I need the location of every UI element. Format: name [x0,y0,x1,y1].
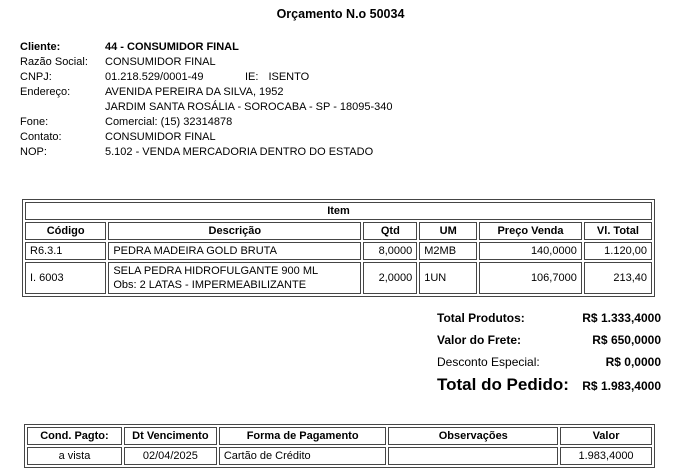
client-info-block [20,40,393,160]
valor-frete-row [437,334,661,347]
payment-table-header-row [27,427,652,445]
ie-value: ISENTO [268,71,310,83]
client-row-razao-social [20,55,393,70]
item-descricao: SELA PEDRA HIDROFULGANTE 900 ML Obs: 2 LATAS - IMPERMEABILIZANTE [108,262,361,294]
header-um: UM [419,222,477,240]
valor-frete-value: R$ 650,0000 [592,333,661,347]
client-row-nop [20,145,393,160]
endereco-line1: AVENIDA PEREIRA DA SILVA, 1952 [105,86,284,98]
payment-observacoes [388,447,558,465]
desconto-especial-row [437,356,661,369]
header-codigo: Código [25,222,106,240]
total-produtos-label: Total Produtos: [437,311,525,325]
header-preco-venda: Preço Venda [479,222,582,240]
total-produtos-row [437,312,661,325]
item-um: 1UN [419,262,477,294]
fone-label: Fone: [20,116,49,128]
total-pedido-row [437,375,661,394]
item-descricao: PEDRA MADEIRA GOLD BRUTA [108,242,361,260]
ie-label: IE: [245,71,259,83]
item-table-section-title: Item [25,202,652,220]
totals-block [437,312,661,393]
item-table [22,199,655,297]
item-qtd: 8,0000 [363,242,417,260]
client-row-endereco [20,85,393,100]
item-table-section-row [25,202,652,220]
item-obs: Obs: 2 LATAS - IMPERMEABILIZANTE [113,279,307,291]
header-qtd: Qtd [363,222,417,240]
desconto-especial-label: Desconto Especial: [437,355,540,369]
cnpj-value: 01.218.529/0001-49 [105,71,204,83]
header-descricao: Descrição [108,222,361,240]
client-row-cliente [20,40,393,55]
header-observacoes: Observações [388,427,558,445]
payment-valor: 1.983,4000 [560,447,652,465]
cnpj-label: CNPJ: [20,71,52,83]
header-forma-pagamento: Forma de Pagamento [219,427,387,445]
client-row-cnpj [20,70,393,85]
endereco-label: Endereço: [20,86,71,98]
client-row-fone [20,115,393,130]
desconto-especial-value: R$ 0,0000 [605,355,661,369]
item-preco-venda: 106,7000 [479,262,582,294]
valor-frete-label: Valor do Frete: [437,333,522,347]
table-row [27,447,652,465]
contato-label: Contato: [20,131,62,143]
cliente-value: 44 - CONSUMIDOR FINAL [105,41,239,53]
razao-social-label: Razão Social: [20,56,88,68]
header-dt-vencimento: Dt Vencimento [124,427,217,445]
item-vl-total: 1.120,00 [584,242,652,260]
payment-cond-pagto: a vista [27,447,122,465]
endereco-label-spacer [20,100,105,115]
nop-label: NOP: [20,146,47,158]
cliente-label: Cliente: [20,41,61,53]
total-pedido-label: Total do Pedido: [437,375,569,394]
nop-value: 5.102 - VENDA MERCADORIA DENTRO DO ESTADO [105,146,374,158]
page-title: Orçamento N.o 50034 [276,7,405,21]
payment-forma-pagamento: Cartão de Crédito [219,447,387,465]
item-preco-venda: 140,0000 [479,242,582,260]
item-table-header-row [25,222,652,240]
table-row [25,262,652,294]
fone-value: Comercial: (15) 32314878 [105,116,233,128]
item-codigo: R6.3.1 [25,242,106,260]
endereco-line2: JARDIM SANTA ROSÁLIA - SOROCABA - SP - 18095-340 [105,101,393,113]
item-codigo: I. 6003 [25,262,106,294]
header-valor: Valor [560,427,652,445]
item-qtd: 2,0000 [363,262,417,294]
item-vl-total: 213,40 [584,262,652,294]
razao-social-value: CONSUMIDOR FINAL [105,56,216,68]
payment-dt-vencimento: 02/04/2025 [124,447,217,465]
payment-table [24,424,655,468]
total-pedido-value: R$ 1.983,4000 [582,379,661,393]
client-row-endereco2 [20,100,393,115]
contato-value: CONSUMIDOR FINAL [105,131,216,143]
client-row-contato [20,130,393,145]
header-vl-total: Vl. Total [584,222,652,240]
item-um: M2MB [419,242,477,260]
total-produtos-value: R$ 1.333,4000 [582,311,661,325]
header-cond-pagto: Cond. Pagto: [27,427,122,445]
table-row [25,242,652,260]
